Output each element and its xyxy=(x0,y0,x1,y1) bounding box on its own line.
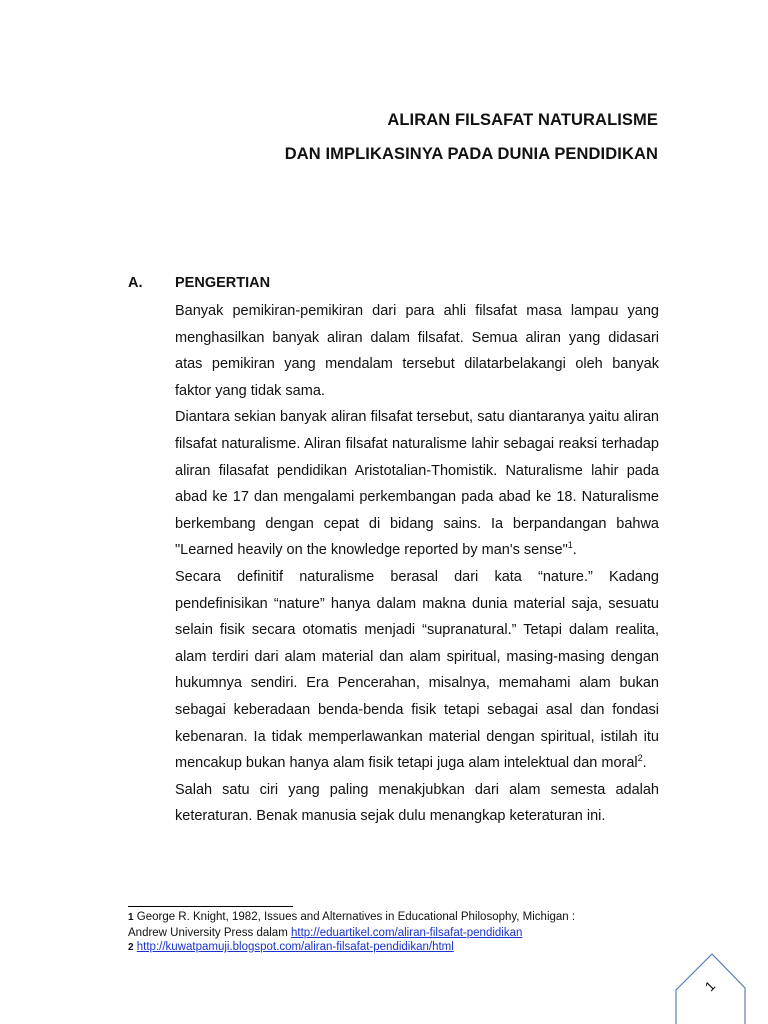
paragraph-3-end: . xyxy=(642,755,647,772)
page-number: 1 xyxy=(701,977,719,995)
footnote-separator xyxy=(128,906,293,907)
paragraph-3 xyxy=(175,564,659,777)
footnote-1-text: George R. Knight, 1982, Issues and Alternatives in Educational Philosophy, Michigan : xyxy=(133,911,576,923)
footnote-1-text-2: Andrew University Press dalam xyxy=(128,926,291,939)
paragraph-2 xyxy=(175,404,659,564)
footnote-2 xyxy=(128,940,648,956)
paragraph-2-text: Diantara sekian banyak aliran filsafat tersebut, satu diantaranya yaitu aliran filsafat naturalisme. Aliran filsafat naturalisme lahir sebagai reaksi terhadap aliran filasafat pendidikan Aristotalian-Thomistik. Naturalisme lahir pada abad ke 17 dan mengalami perkembangan pada abad ke 18. Naturalisme berkembang dengan cepat di bidang sains. Ia berpandangan bahwa "Learned heavily on the knowledge reported by man's sense" xyxy=(175,409,659,559)
paragraph-1: Banyak pemikiran-pemikiran dari para ahli filsafat masa lampau yang menghasilkan banyak aliran dalam filsafat. Semua aliran yang didasari atas pemikiran yang mendalam tersebut dilatarbelakangi oleh banyak faktor yang tidak sama. xyxy=(175,303,659,399)
footnote-2-number: 2 xyxy=(128,942,134,953)
section-body xyxy=(175,298,659,830)
footnotes xyxy=(128,910,648,956)
paragraph-2-end: . xyxy=(572,542,577,559)
paragraph-3-text: Secara definitif naturalisme berasal dari kata “nature.” Kadang pendefinisikan “nature” hanya dalam makna dunia material saja, sesuatu selain fisik secara otomatis menjadi “supranatural.” Tetapi dalam realita, alam terdiri dari alam material dan alam spiritual, masing-masing dengan hukumnya sendiri. Era Pencerahan, misalnya, memahami alam bukan sebagai keberadaan benda-benda fisik tetapi sebagai asal dan fondasi kebenaran. Ia tidak memperlawankan material dengan spiritual, istilah itu mencakup bukan hanya alam fisik tetapi juga alam intelektual dan moral xyxy=(175,568,659,772)
footnote-1-link[interactable]: http://eduartikel.com/aliran-filsafat-pendidikan xyxy=(290,926,523,939)
footnote-2-link[interactable]: http://kuwatpamuji.blogspot.com/aliran-filsafat-pendidikan/html xyxy=(136,941,454,953)
section-letter: A. xyxy=(128,275,143,291)
footnote-1-line-1 xyxy=(128,910,648,926)
section-heading: PENGERTIAN xyxy=(175,275,271,291)
footnote-1-line-2 xyxy=(128,926,648,941)
document-title-line-1: ALIRAN FILSAFAT NATURALISME xyxy=(387,111,658,129)
footnote-ref-2[interactable]: 2 xyxy=(637,753,643,764)
document-title-line-2: DAN IMPLIKASINYA PADA DUNIA PENDIDIKAN xyxy=(284,145,658,163)
footnote-1-number: 1 xyxy=(128,912,134,923)
paragraph-4: Salah satu ciri yang paling menakjubkan dari alam semesta adalah keteraturan. Benak manusia sejak dulu menangkap keteraturan ini. xyxy=(175,781,659,825)
footnote-ref-1[interactable]: 1 xyxy=(567,540,573,551)
